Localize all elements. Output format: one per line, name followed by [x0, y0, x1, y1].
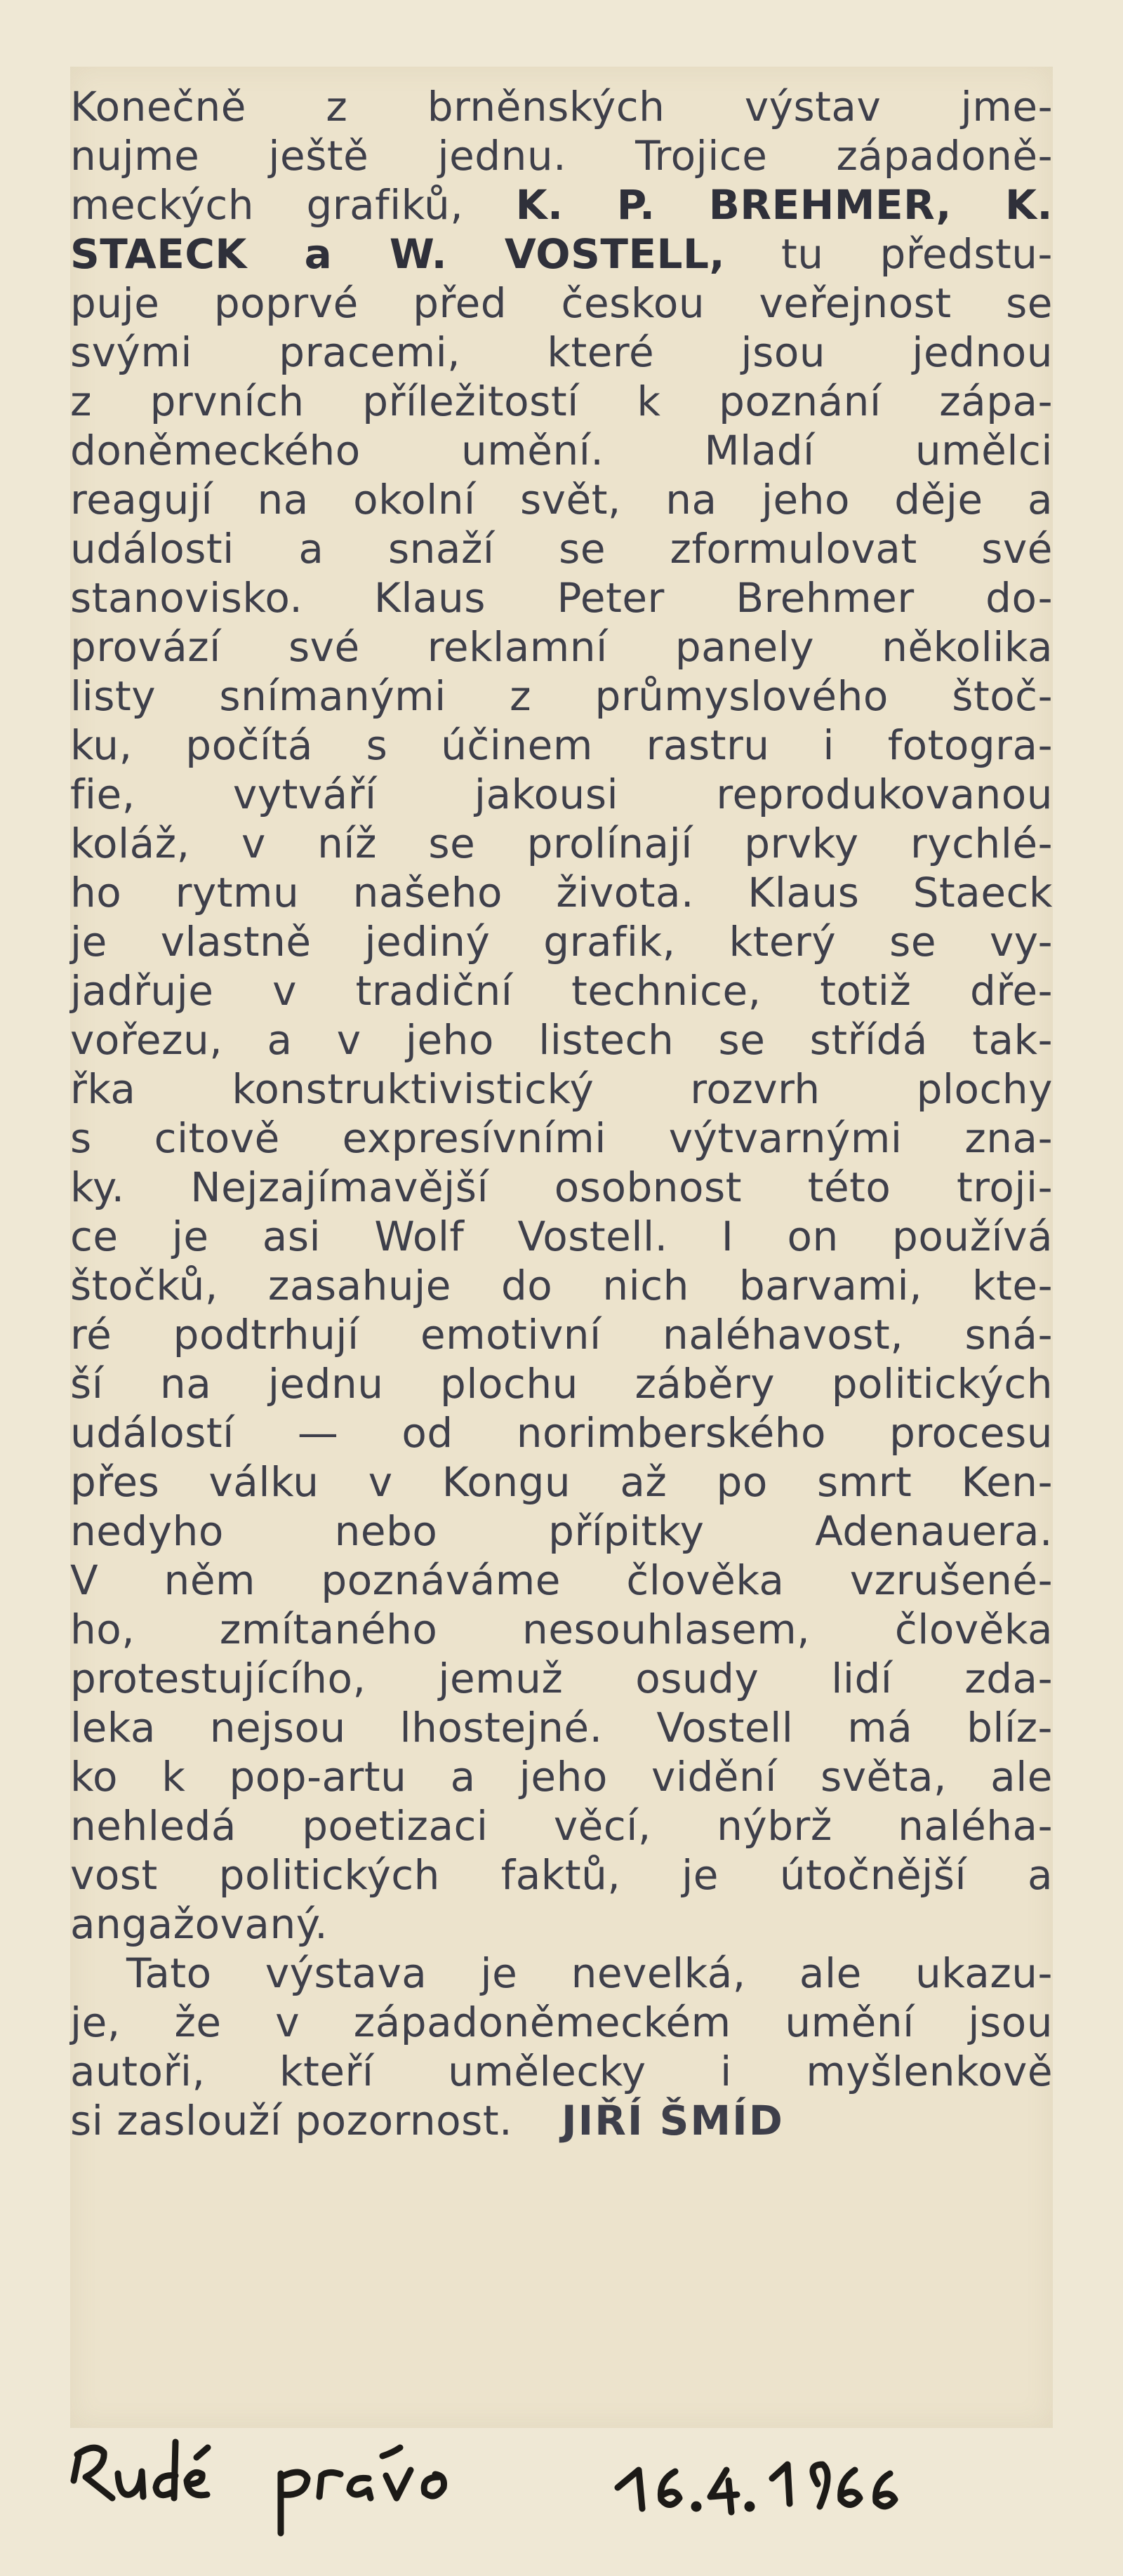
article-line: ho, zmítaného nesouhlasem, člověka	[70, 1606, 1053, 1653]
article-line-text: si zaslouží pozornost.	[70, 2097, 513, 2144]
article-line: ku, počítá s účinem rastru i fotogra-	[70, 721, 1053, 769]
article-line: vost politických faktů, je útočnější a	[70, 1851, 1053, 1899]
article-line: puje poprvé před českou veřejnost se	[70, 279, 1053, 327]
article-line	[70, 180, 1053, 229]
article-line: koláž, v níž se prolínají prvky rychlé-	[70, 820, 1053, 867]
article-line: ré podtrhují emotivní naléhavost, sná-	[70, 1311, 1053, 1359]
article-line: ho rytmu našeho života. Klaus Staeck	[70, 869, 1053, 916]
article-line: události a snaží se zformulovat své	[70, 525, 1053, 573]
author-signature: JIŘÍ ŠMÍD	[562, 2097, 784, 2144]
artist-names: STAECK a W. VOSTELL,	[70, 230, 726, 278]
article-line: autoři, kteří umělecky i myšlenkově	[70, 2048, 1053, 2095]
article-line: listy snímanými z průmyslového štoč-	[70, 672, 1053, 720]
article-line: reagují na okolní svět, na jeho děje a	[70, 476, 1053, 523]
article-text	[70, 82, 1053, 2145]
article-line: štočků, zasahuje do nich barvami, kte-	[70, 1262, 1053, 1309]
article-line: protestujícího, jemuž osudy lidí zda-	[70, 1655, 1053, 1702]
article-line: ší na jednu plochu záběry politických	[70, 1360, 1053, 1408]
article-line: angažovaný.	[70, 1900, 328, 1948]
newspaper-clipping	[70, 67, 1053, 2428]
article-line: svými pracemi, které jsou jednou	[70, 328, 1053, 376]
article-line: přes válku v Kongu až po smrt Ken-	[70, 1458, 1053, 1506]
article-line: ko k pop-artu a jeho vidění světa, ale	[70, 1753, 1053, 1801]
article-line-signature	[70, 2096, 1053, 2145]
article-line: nujme ještě jednu. Trojice západoně-	[70, 132, 1053, 180]
artist-names: K. P. BREHMER, K.	[515, 181, 1053, 229]
article-line: je vlastně jediný grafik, který se vy-	[70, 918, 1053, 966]
article-line: ky. Nejzajímavější osobnost této troji-	[70, 1163, 1053, 1211]
article-line: V něm poznáváme člověka vzrušené-	[70, 1556, 1053, 1604]
article-line: je, že v západoněmeckém umění jsou	[70, 1998, 1053, 2046]
article-line	[70, 229, 1053, 279]
article-line: vořezu, a v jeho listech se střídá tak-	[70, 1016, 1053, 1064]
article-line: jadřuje v tradiční technice, totiž dře-	[70, 967, 1053, 1015]
article-line: ce je asi Wolf Vostell. I on používá	[70, 1213, 1053, 1260]
article-line-text: meckých grafiků,	[70, 181, 516, 229]
article-line: Konečně z brněnských výstav jme-	[70, 83, 1053, 131]
article-line: provází své reklamní panely několika	[70, 623, 1053, 671]
article-line: Tato výstava je nevelká, ale ukazu-	[126, 1949, 1053, 1997]
article-line: z prvních příležitostí k poznání zápa-	[70, 378, 1053, 425]
handwritten-source-note	[70, 2414, 1067, 2547]
article-line: fie, vytváří jakousi reprodukovanou	[70, 770, 1053, 818]
article-line-text: tu předstu-	[725, 230, 1053, 278]
article-line: událostí — od norimberského procesu	[70, 1409, 1053, 1457]
article-line: nehledá poetizaci věcí, nýbrž naléha-	[70, 1802, 1053, 1850]
article-line: nedyho nebo přípitky Adenauera.	[70, 1507, 1053, 1555]
article-line: stanovisko. Klaus Peter Brehmer do-	[70, 574, 1053, 622]
article-line: řka konstruktivistický rozvrh plochy	[70, 1065, 1053, 1113]
article-line: doněmeckého umění. Mladí umělci	[70, 427, 1053, 474]
article-line: leka nejsou lhostejné. Vostell má blíz-	[70, 1704, 1053, 1751]
article-line: s citově expresívními výtvarnými zna-	[70, 1114, 1053, 1162]
